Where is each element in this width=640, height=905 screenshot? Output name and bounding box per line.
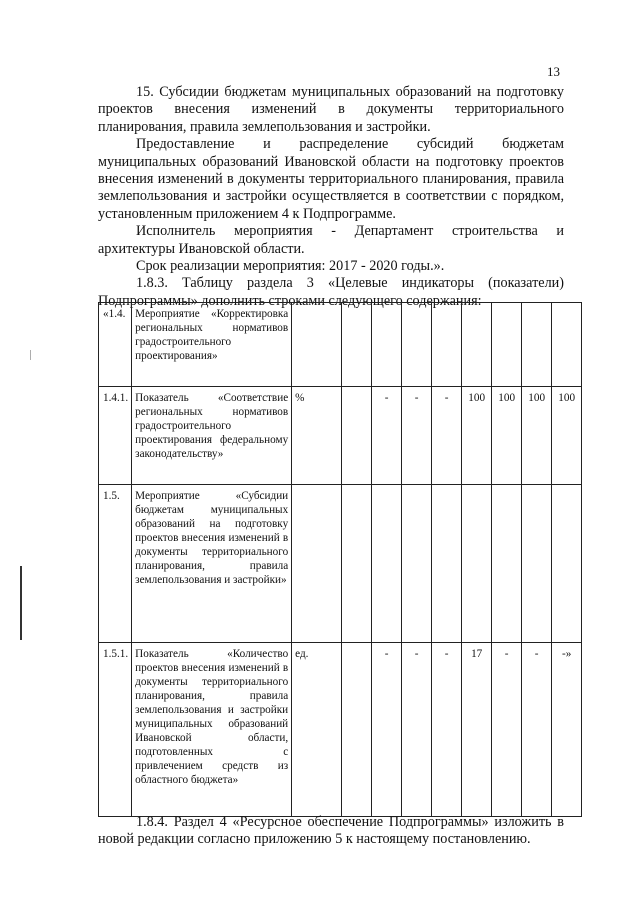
row-value: [402, 485, 432, 643]
row-unit: [292, 303, 342, 387]
row-value: [372, 485, 402, 643]
row-description: Показатель «Количество проектов внесения изменений в документы территориального планирования, правила землепользования и застройки муниципальных образований Ивановской области, подготовленных с привлечением средств из областного бюджета»: [132, 643, 292, 817]
margin-mark: [20, 566, 22, 640]
row-value: [522, 485, 552, 643]
row-value: [432, 303, 462, 387]
row-value: [342, 643, 372, 817]
indicators-table: [98, 302, 582, 817]
row-value: [342, 303, 372, 387]
row-value: -: [522, 643, 552, 817]
paragraph-table-intro: 1.8.3. Таблицу раздела 3 «Целевые индикаторы (показатели) Подпрограммы» дополнить строками следующего содержания:: [98, 275, 564, 309]
row-value: [522, 303, 552, 387]
row-value: [462, 303, 492, 387]
row-number: 1.4.1.: [99, 387, 132, 485]
row-value: 100: [492, 387, 522, 485]
row-value: -»: [552, 643, 582, 817]
row-description: Мероприятие «Субсидии бюджетам муниципальных образований на подготовку проектов внесения изменений в документы территориального планирования, правила землепользования и застройки»: [132, 485, 292, 643]
margin-mark: [30, 350, 31, 360]
row-value: -: [432, 387, 462, 485]
paragraph-subsidy-procedure: Предоставление и распределение субсидий бюджетам муниципальных образований Ивановской области на подготовку проектов внесения изменений в документы территориального планирования, правила землепользования и застройки осуществляется в соответствии с порядком, установленным приложением 4 к Подпрограмме.: [98, 136, 564, 222]
table-row: [99, 303, 582, 387]
row-unit: [292, 485, 342, 643]
paragraph-executor: Исполнитель мероприятия - Департамент строительства и архитектуры Ивановской области.: [98, 223, 564, 257]
table-row: [99, 643, 582, 817]
row-value: 17: [462, 643, 492, 817]
paragraph-term: Срок реализации мероприятия: 2017 - 2020 годы.».: [136, 258, 445, 275]
row-value: -: [372, 387, 402, 485]
row-value: 100: [462, 387, 492, 485]
paragraph-subsidy-title: 15. Субсидии бюджетам муниципальных образований на подготовку проектов внесения изменений в документы территориального планирования, правила землепользования и застройки.: [98, 84, 564, 135]
page-number: 13: [547, 64, 560, 79]
row-value: [552, 303, 582, 387]
paragraph-closing: 1.8.4. Раздел 4 «Ресурсное обеспечение Подпрограммы» изложить в новой редакции согласно приложению 5 к настоящему постановлению.: [98, 814, 564, 848]
row-unit: %: [292, 387, 342, 485]
closing-text: [98, 814, 564, 849]
row-description: Мероприятие «Корректировка региональных нормативов градостроительного проектирования»: [132, 303, 292, 387]
body-text: [98, 84, 564, 310]
row-number: «1.4.: [99, 303, 132, 387]
row-value: -: [372, 643, 402, 817]
row-number: 1.5.1.: [99, 643, 132, 817]
row-value: [342, 485, 372, 643]
row-value: -: [432, 643, 462, 817]
row-value: [432, 485, 462, 643]
row-value: -: [402, 643, 432, 817]
row-description: Показатель «Соответствие региональных нормативов градостроительного проектирования федеральному законодательству»: [132, 387, 292, 485]
row-value: [462, 485, 492, 643]
table-row: [99, 485, 582, 643]
row-value: [552, 485, 582, 643]
row-value: -: [492, 643, 522, 817]
row-unit: ед.: [292, 643, 342, 817]
row-value: [402, 303, 432, 387]
row-value: -: [402, 387, 432, 485]
row-value: 100: [552, 387, 582, 485]
row-value: [492, 485, 522, 643]
table-row: [99, 387, 582, 485]
row-value: [342, 387, 372, 485]
row-value: [372, 303, 402, 387]
row-value: 100: [522, 387, 552, 485]
row-value: [492, 303, 522, 387]
row-number: 1.5.: [99, 485, 132, 643]
